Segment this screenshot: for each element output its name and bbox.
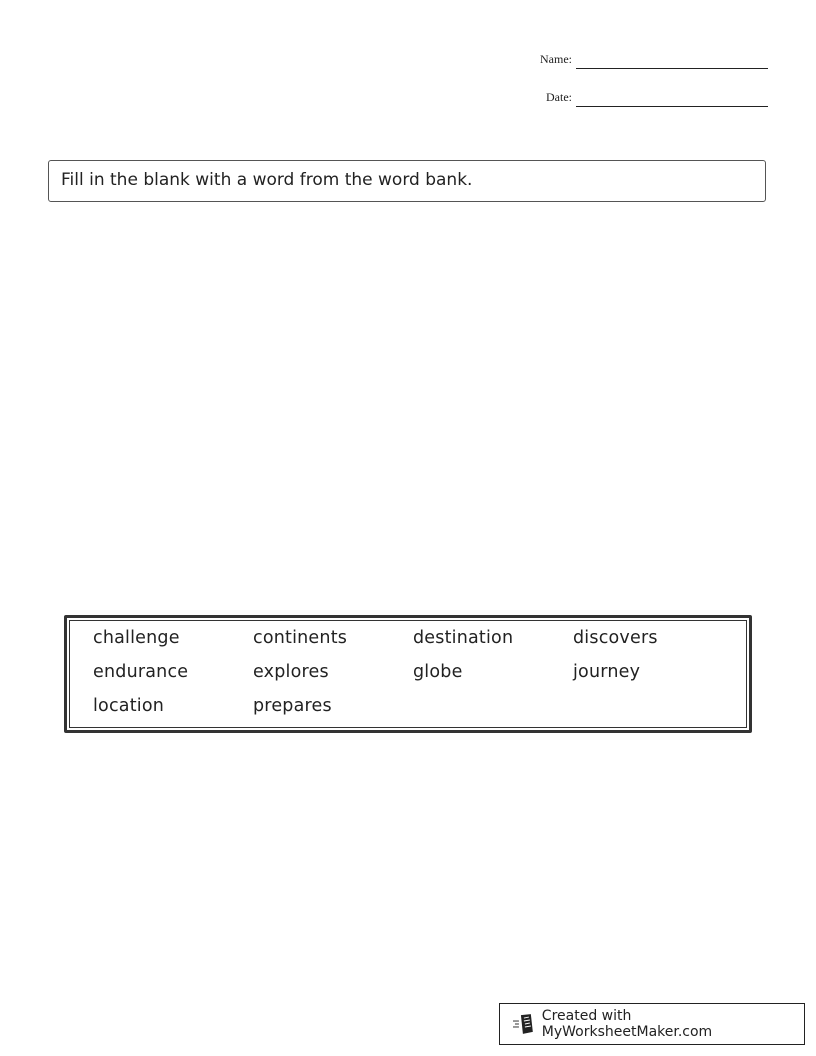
word-bank-item: location bbox=[93, 696, 165, 716]
date-label: Date: bbox=[546, 90, 572, 104]
worksheet-logo-icon bbox=[512, 1013, 536, 1035]
word-bank-item: continents bbox=[253, 628, 348, 648]
name-field[interactable] bbox=[520, 52, 572, 68]
name-label: Name: bbox=[540, 52, 572, 66]
word-bank-item: discovers bbox=[573, 628, 658, 648]
word-bank-item: explores bbox=[253, 662, 329, 682]
date-line[interactable] bbox=[576, 106, 768, 107]
name-line[interactable] bbox=[576, 68, 768, 69]
footer-badge bbox=[499, 1003, 805, 1045]
footer-text: Created with MyWorksheetMaker.com bbox=[541, 1008, 713, 1040]
word-bank-item: endurance bbox=[93, 662, 189, 682]
date-field[interactable] bbox=[520, 90, 572, 106]
instructions-box: Fill in the blank with a word from the word bank. bbox=[48, 160, 766, 202]
word-bank-item: challenge bbox=[93, 628, 180, 648]
word-bank-item: globe bbox=[413, 662, 463, 682]
word-bank-item: prepares bbox=[253, 696, 332, 716]
word-bank-item: journey bbox=[573, 662, 641, 682]
word-bank-item: destination bbox=[413, 628, 514, 648]
